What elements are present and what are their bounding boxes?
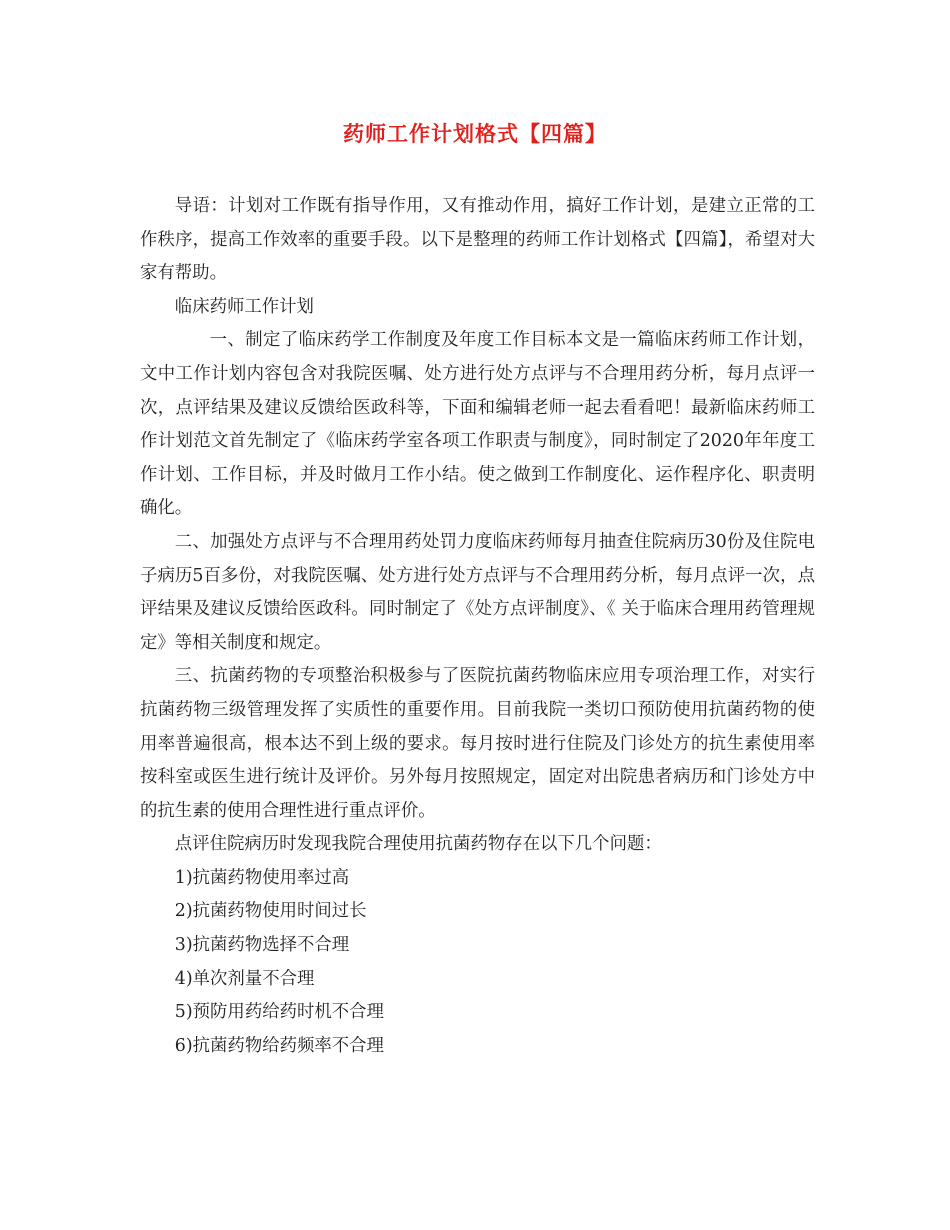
section-heading: 临床药师工作计划 (174, 296, 314, 317)
document-body (140, 190, 815, 1063)
paragraph-2: 二、加强处方点评与不合理用药处罚力度临床药师每月抽查住院病历30份及住院电子病历5百多份，对我院医嘱、处方进行处方点评与不合理用药分析，每月点评一次，点评结果及建议反馈给医政科。同时制定了《处方点评制度》、《 关于临床合理用药管理规定》等相关制度和规定。 (140, 531, 815, 653)
intro-paragraph: 导语：计划对工作既有指导作用，又有推动作用，搞好工作计划，是建立正常的工作秩序，提高工作效率的重要手段。以下是整理的药师工作计划格式【四篇】，希望对大家有帮助。 (140, 196, 815, 284)
document-title: 药师工作计划格式【四篇】 (343, 121, 607, 146)
issue-item-3: 3)抗菌药物选择不合理 (174, 935, 350, 956)
issue-item-1: 1)抗菌药物使用率过高 (174, 867, 350, 888)
issue-item-4: 4)单次剂量不合理 (174, 968, 315, 989)
issues-intro: 点评住院病历时发现我院合理使用抗菌药物存在以下几个问题： (174, 834, 662, 855)
paragraph-3: 三、抗菌药物的专项整治积极参与了医院抗菌药物临床应用专项治理工作，对实行抗菌药物三级管理发挥了实质性的重要作用。目前我院一类切口预防使用抗菌药物的使用率普遍很高，根本达不到上级的要求。每月按时进行住院及门诊处方的抗生素使用率按科室或医生进行统计及评价。另外每月按照规定，固定对出院患者病历和门诊处方中的抗生素的使用合理性进行重点评价。 (140, 666, 815, 821)
issue-item-5: 5)预防用药给药时机不合理 (174, 1002, 384, 1023)
paragraph-1: 一、制定了临床药学工作制度及年度工作目标本文是一篇临床药师工作计划，文中工作计划内容包含对我院医嘱、处方进行处方点评与不合理用药分析，每月点评一次，点评结果及建议反馈给医政科等，下面和编辑老师一起去看看吧！最新临床药师工作计划范文首先制定了《临床药学室各项工作职责与制度》，同时制定了2020年年度工作计划、工作目标，并及时做月工作小结。使之做到工作制度化、运作程序化、职责明确化。 (140, 330, 815, 519)
issue-item-2: 2)抗菌药物使用时间过长 (174, 901, 367, 922)
issue-item-6: 6)抗菌药物给药频率不合理 (174, 1035, 384, 1056)
